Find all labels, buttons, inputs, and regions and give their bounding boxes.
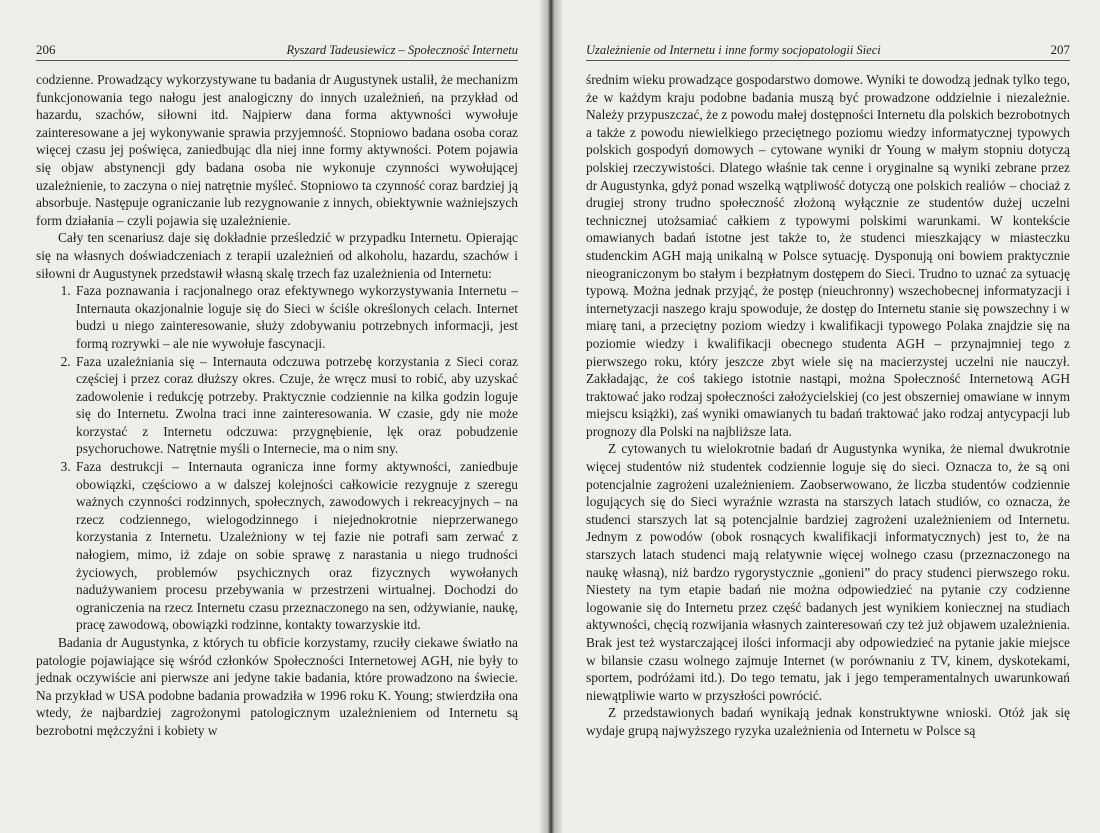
list-item: 3. Faza destrukcji – Internauta ogranicza inne formy aktywności, zaniedbuje obowiązki, częściowo a w dalszej kolejności całkowicie rezygnuje z szeregu ważnych czynności rodzinnych, społecznych, zawodowych i rekreacyjnych – na rzecz codziennego, wielogodzinnego i niejednokrotnie nieprzerwanego korzystania z Internetu. Uzależniony w tej fazie nie potrafi sam zerwać z nałogiem, mimo, iż zdaje on sobie sprawę z narastania u niego trudności życiowych, problemów psychicznych oraz fizycznych wywołanych nadużywaniem procesu przebywania w przestrzeni wirtualnej. Dochodzi do ograniczenia na rzecz Internetu czasu przeznaczonego na sen, odżywianie, naukę, pracę zawodową, obowiązki rodzinne, kontakty towarzyskie itd. (74, 458, 518, 634)
phase-list (36, 282, 518, 634)
paragraph: Z przedstawionych badań wynikają jednak konstruktywne wnioski. Otóż jak się wydaje grupą najwyższego ryzyka uzależnienia od Internetu w Polsce są (586, 705, 1070, 738)
right-running-head: Uzależnienie od Internetu i inne formy socjopatologii Sieci (586, 43, 881, 57)
paragraph: codzienne. Prowadzący wykorzystywane tu badania dr Augustynek ustalił, że mechanizm funkcjonowania tego nałogu jest analogiczny do innych uzależnień, na przykład od hazardu, szachów, siłowni itd. Najpierw dana forma aktywności wywołuje zainteresowane a jej wykonywanie sprawia przyjemność. Stopniowo badana osoba coraz więcej czasu jej poświęca, zaniedbując dla niej inne formy aktywności. Potem pojawia się objaw abstynencji gdy badana osoba nie wykonuje czynności wywołującej uzależnienie, to zaczyna o niej natrętnie myśleć. Stopniowo ta czynność coraz bardziej ją absorbuje. Następuje ograniczanie lub rezygnowanie z innych, obiektywnie ważniejszych form działania – czyli pojawia się uzależnienie. (36, 72, 518, 228)
paragraph: Z cytowanych tu wielokrotnie badań dr Augustynka wynika, że niemal dwukrotnie więcej studentów niż studentek codziennie loguje się do sieci. Oznacza to, że są oni potencjalnie zagrożeni uzależnieniem. Zaobserwowano, że liczba studentów codziennie logujących się do Sieci wyraźnie wzrasta na starszych latach studiów, co oznacza, że studenci starszych lat są potencjalnie bardziej zagrożeni uzależnieniem od Internetu. Jednym z powodów (obok rosnących kwalifikacji informatycznych) jest to, że na starszych latach studenci mają relatywnie więcej wolnego czasu (przeznaczonego na naukę własną), niż bardzo rygorystycznie „gonieni” do pracy studenci pierwszego roku. Niestety na tym etapie badań nie można odpowiedzieć na pytanie czy codzienne logowanie się do Internetu przez część badanych jest wynikiem koniecznej na studiach aktywności, chęcią rozwijania własnych zainteresowań czy też już objawem uzależnienia. Brak jest też wystarczającej ilości informacji aby odpowiedzieć na pytanie jakie miejsce w bilansie czasu wolnego zajmuje Internet (w porównaniu z TV, kinem, dyskotekami, sportem, podróżami itd.). Do tego tematu, jak i jego temperamentalnych uwarunkowań niewątpliwie warto w przyszłości powrócić. (586, 441, 1070, 703)
left-page (0, 0, 548, 833)
list-item: 1. Faza poznawania i racjonalnego oraz efektywnego wykorzystywania Internetu – Internauta okazjonalnie loguje się do Sieci w ściśle określonych celach. Internet budzi u niego zainteresowanie, służy zdobywaniu potrzebnych informacji, jest formą rozrywki – ale nie wywołuje fascynacji. (74, 282, 518, 352)
left-body (36, 71, 518, 740)
paragraph: Badania dr Augustynka, z których tu obficie korzystamy, rzuciły ciekawe światło na patologie pojawiające się wśród członków Społeczności Internetowej AGH, nie były to jednak oczywiście ani pierwsze ani jedyne takie badania, które prowadzono na świecie. Na przykład w USA podobne badania prowadziła w 1996 roku K. Young; stwierdziła ona wtedy, że najbardziej zagrożonymi patologicznym uzależnieniem od Internetu są bezrobotni mężczyźni i kobiety w (36, 635, 518, 738)
paragraph: Cały ten scenariusz daje się dokładnie prześledzić w przypadku Internetu. Opierając się na własnych doświadczeniach z terapii uzależnień od alkoholu, hazardu, szachów i siłowni dr Augustynek przedstawił własną skalę trzech faz uzależnienia od Internetu: (36, 230, 518, 281)
left-page-number: 206 (36, 42, 56, 57)
right-page-number: 207 (1050, 42, 1070, 57)
book-spine (540, 0, 562, 833)
left-running-head: Ryszard Tadeusiewicz – Społeczność Internetu (286, 43, 518, 57)
list-item: 2. Faza uzależniania się – Internauta odczuwa potrzebę korzystania z Sieci coraz częściej i przez coraz dłuższy okres. Czuje, że wręcz musi to robić, aby uzyskać zadowolenie i redukcję potrzeby. Praktycznie codziennie na kilka godzin loguje się do Internetu. Zwolna traci inne zainteresowania. W czasie, gdy nie może korzystać z Internetu odczuwa: przygnębienie, lęk oraz pobudzenie psychoruchowe. Natrętnie myśli o Internecie, ma o nim sny. (74, 353, 518, 459)
right-page (552, 0, 1100, 833)
right-running-header (586, 42, 1070, 61)
paragraph: średnim wieku prowadzące gospodarstwo domowe. Wyniki te dowodzą jednak tylko tego, że w każdym kraju podobne badania muszą być prowadzone oddzielnie i niezależnie. Należy przypuszczać, że z powodu małej dostępności Internetu dla polskich bezrobotnych a także z powodu niewielkiego przeciętnego poziomu wiedzy informatycznej typowych polskich gospodyń domowych – cytowane wyniki dr Young w małym stopniu dotyczą polskiej rzeczywistości. Dlatego właśnie tak cenne i oryginalne są wyniki zebrane przez dr Augustynka, gdyż ponad wszelką wątpliwość dotyczą one polskich realiów – chociaż z drugiej strony trudno społeczność złożoną wyłącznie ze studentów dużej uczelni technicznej utożsamiać całkiem z typowymi polskimi warunkami. W kontekście omawianych badań istotne jest także to, że studenci mieszkający w miasteczku studenckim AGH mają unikalną w Polsce sytuację. Dysponują oni bowiem praktycznie nieograniczonym bo stałym i bezpłatnym dostępem do Sieci. Trudno to uznać za sytuację typową. Można jednak przyjąć, że postęp (nieuchronny) wszechobecnej informatyzacji i internetyzacji naszego kraju spowoduje, że dostęp do Internetu stanie się powszechny i w miarę tani, a przeciętny poziom wiedzy i kwalifikacji typowego Polaka znajdzie się na poziomie wiedzy i kwalifikacji obecnego studenta AGH – przynajmniej tego z pierwszego roku, który jeszcze zbyt wiele się na macierzystej uczelni nie nauczył. Zakładając, że coś takiego istotnie nastąpi, można Społeczność Internetową AGH traktować jako rodzaj społeczności założycielskiej (co jest obszerniej omawiane w innym miejscu książki), zaś wyniki omawianych tu badań traktować jako rodzaj antycypacji lub prognozy dla Polski na najbliższe lata. (586, 72, 1070, 439)
right-body (586, 71, 1070, 740)
left-running-header (36, 42, 518, 61)
